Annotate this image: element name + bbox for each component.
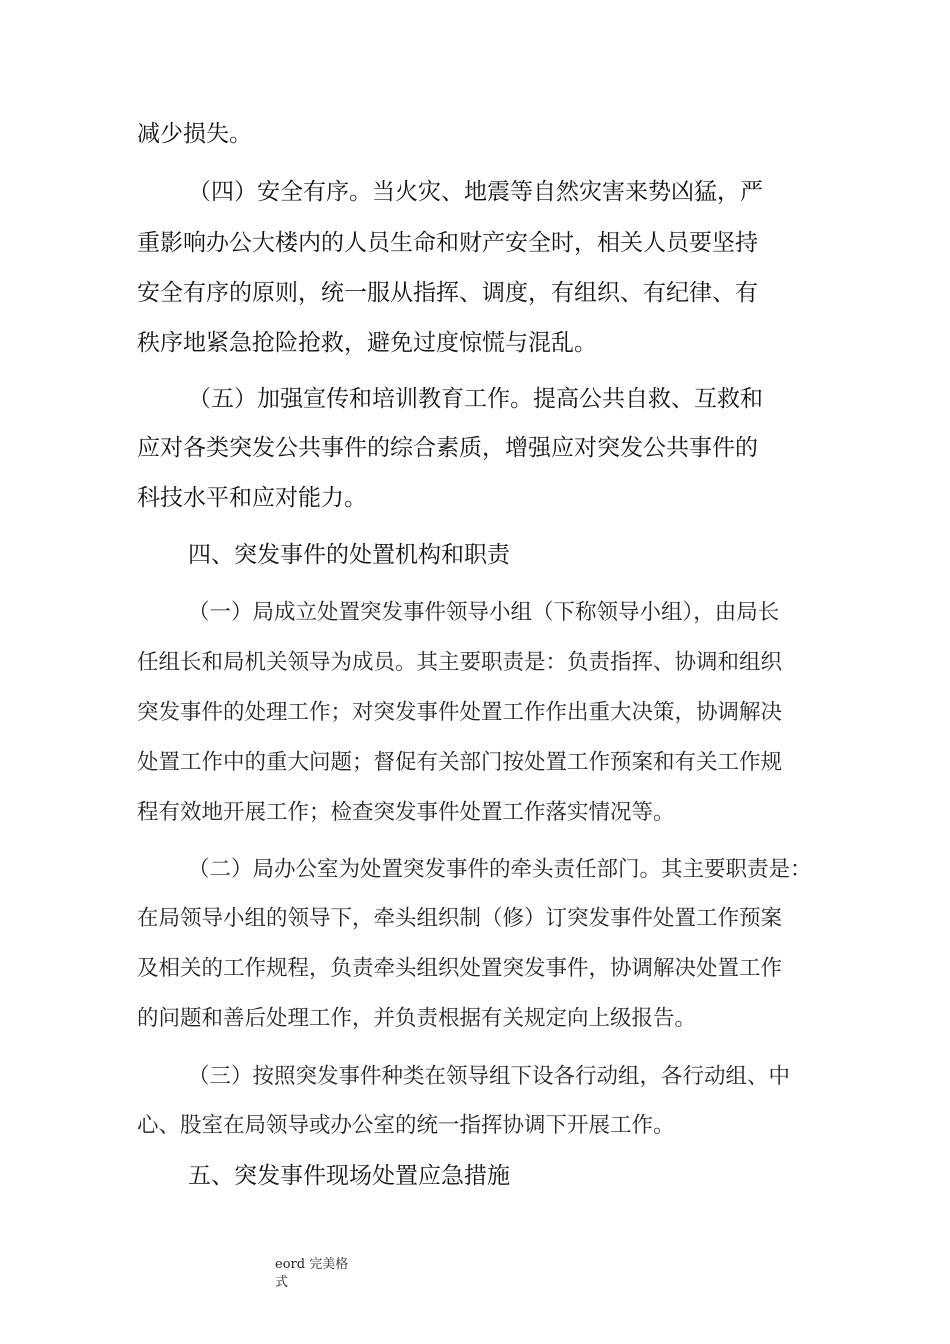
paragraph-line: 及相关的工作规程，负责牵头组织处置突发事件，协调解决处置工作	[137, 956, 783, 981]
paragraph-line: 处置工作中的重大问题；督促有关部门按处置工作预案和有关工作规	[137, 750, 783, 775]
paragraph-line: 突发事件的处理工作；对突发事件处置工作作出重大决策，协调解决	[137, 700, 783, 725]
paragraph-line: 任组长和局机关领导为成员。其主要职责是：负责指挥、协调和组织	[137, 650, 783, 675]
paragraph-line: 心、股室在局领导或办公室的统一指挥协调下开展工作。	[137, 1113, 675, 1138]
paragraph-line: 应对各类突发公共事件的综合素质，增强应对突发公共事件的	[137, 435, 758, 461]
paragraph-line: 减少损失。	[137, 121, 252, 147]
paragraph-line: 的问题和善后处理工作，并负责根据有关规定向上级报告。	[137, 1006, 697, 1031]
paragraph-line: 科技水平和应对能力。	[137, 485, 367, 511]
paragraph-line: （二）局办公室为处置突发事件的牵头责任部门。其主要职责是：	[188, 857, 812, 882]
paragraph-line: 程有效地开展工作；检查突发事件处置工作落实情况等。	[137, 800, 675, 825]
paragraph-line: （四）安全有序。当火灾、地震等自然灾害来势凶猛，严	[188, 179, 763, 205]
paragraph-line: 在局领导小组的领导下，牵头组织制（修）订突发事件处置工作预案	[137, 906, 783, 931]
paragraph-line: 重影响办公大楼内的人员生命和财产安全时，相关人员要坚持	[137, 230, 758, 256]
section-heading: 四、突发事件的处置机构和职责	[188, 542, 510, 568]
paragraph-line: 秩序地紧急抢险抢救，避免过度惊慌与混乱。	[137, 330, 597, 356]
footer-text: eord 完美格	[275, 1257, 349, 1272]
section-heading: 五、突发事件现场处置应急措施	[188, 1163, 510, 1189]
paragraph-line: 安全有序的原则，统一服从指挥、调度，有组织、有纪律、有	[137, 280, 758, 306]
paragraph-line: （三）按照突发事件种类在领导组下设各行动组，各行动组、中	[188, 1064, 791, 1089]
footer-text: 式	[275, 1275, 289, 1290]
paragraph-line: （五）加强宣传和培训教育工作。提高公共自救、互救和	[188, 386, 763, 412]
paragraph-line: （一）局成立处置突发事件领导小组（下称领导小组），由局长	[188, 600, 780, 625]
